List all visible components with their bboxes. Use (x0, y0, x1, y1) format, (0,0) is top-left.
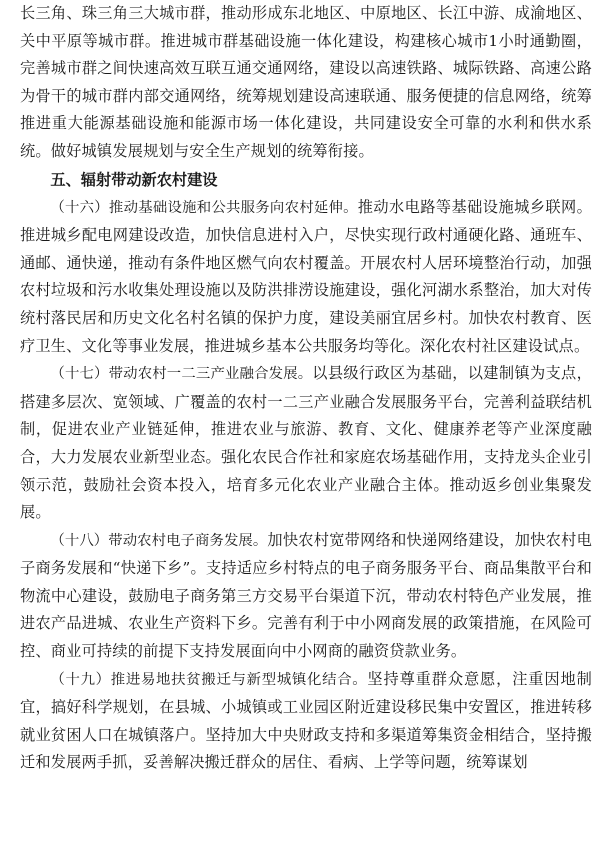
item-body-17: 以县级行政区为基础，以建制镇为支点，搭建多层次、宽领域、广覆盖的农村一二三产业融合发展服务平台，完善利益联结机制，促进农业产业链延伸，推进农业与旅游、教育、文化、健康养老等产业深度融合，大力发展农业新型业态。强化农民合作社和家庭农场基础作用，支持龙头企业引领示范，鼓励社会资本投入，培育多元化农业产业融合主体。推动返乡创业集聚发展。 (20, 364, 592, 522)
item-paragraph-17 (20, 360, 592, 527)
item-paragraph-18 (20, 527, 592, 666)
item-paragraph-19 (20, 666, 592, 777)
intro-paragraph: 长三角、珠三角三大城市群，推动形成东北地区、中原地区、长江中游、成渝地区、关中平原等城市群。推进城市群基础设施一体化建设，构建核心城市1小时通勤圈，完善城市群之间快速高效互联互通交通网络，建设以高速铁路、城际铁路、高速公路为骨干的城市群内部交通网络，统筹规划建设高速联通、服务便捷的信息网络，统筹推进重大能源基础设施和能源市场一体化建设，共同建设安全可靠的水利和供水系统。做好城镇发展规划与安全生产规划的统筹衔接。 (20, 4, 592, 160)
item-paragraph-16 (20, 194, 592, 361)
item-lead-18: （十八）带动农村电子商务发展。 (50, 532, 268, 549)
item-lead-16: （十六）推动基础设施和公共服务向农村延伸。 (50, 199, 358, 216)
section-heading: 五、辐射带动新农村建设 (50, 170, 218, 189)
item-lead-17: （十七）带动农村一二三产业融合发展。 (50, 366, 313, 383)
item-lead-19: （十九）推进易地扶贫搬迁与新型城镇化结合。 (50, 671, 368, 688)
document-page (20, 0, 592, 777)
item-body-18: 加快农村宽带网络和快递网络建设，加快农村电子商务发展和“快递下乡”。支持适应乡村特点的电子商务服务平台、商品集散平台和物流中心建设，鼓励电子商务第三方交易平台渠道下沉，带动农村特色产业发展，推进农产品进城、农业生产资料下乡。完善有利于中小网商发展的政策措施，在风险可控、商业可持续的前提下支持发展面向中小网商的融资贷款业务。 (20, 530, 592, 661)
item-body-16: 推动水电路等基础设施城乡联网。推进城乡配电网建设改造，加快信息进村入户，尽快实现行政村通硬化路、通班车、通邮、通快递，推动有条件地区燃气向农村覆盖。开展农村人居环境整治行动，加强农村垃圾和污水收集处理设施以及防洪排涝设施建设，强化河湖水系整治，加大对传统村落民居和历史文化名村名镇的保护力度，建设美丽宜居乡村。加快农村教育、医疗卫生、文化等事业发展，推进城乡基本公共服务均等化。深化农村社区建设试点。 (20, 197, 592, 355)
item-body-19: 坚持尊重群众意愿，注重因地制宜，搞好科学规划，在县城、小城镇或工业园区附近建设移民集中安置区，推进转移就业贫困人口在城镇落户。坚持加大中央财政支持和多渠道筹集资金相结合，坚持搬迁和发展两手抓，妥善解决搬迁群众的居住、看病、上学等问题，统筹谋划 (20, 669, 592, 772)
